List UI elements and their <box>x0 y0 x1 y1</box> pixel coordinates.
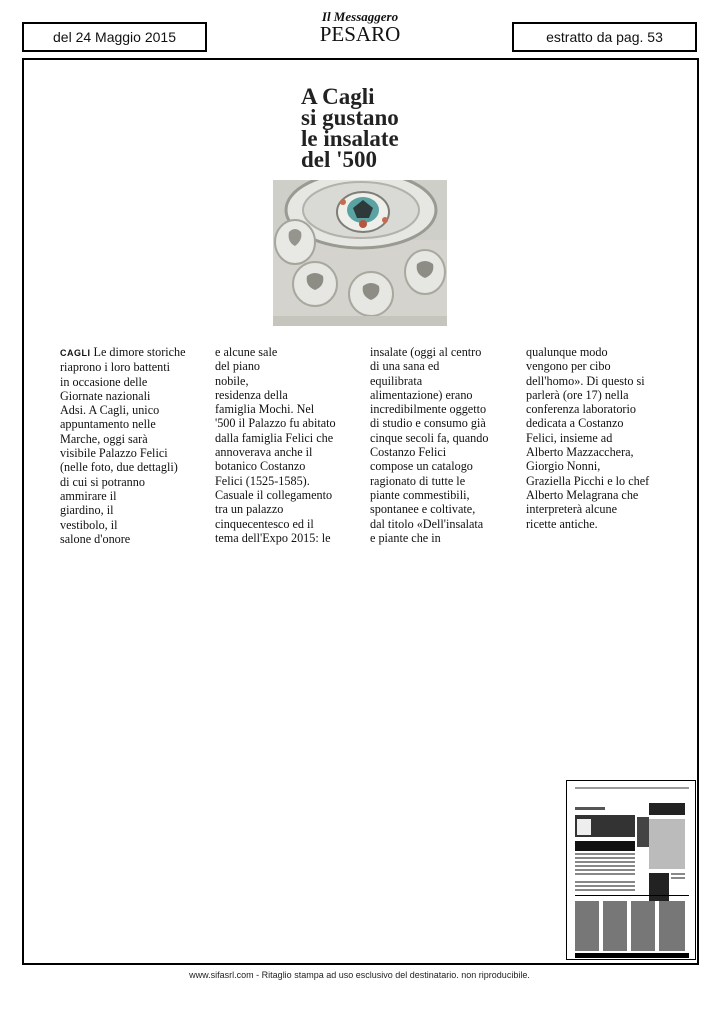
article-column-3 <box>370 345 505 545</box>
article-column-4 <box>526 345 661 531</box>
column-line: equilibrata <box>370 373 423 388</box>
column-line: annoverava anche il <box>215 445 313 460</box>
column-line: cinque secoli fa, quando <box>370 430 489 445</box>
column-line: riaprono i loro battenti <box>60 360 170 375</box>
column-line: salone d'onore <box>60 531 131 546</box>
column-line: Graziella Picchi e lo chef <box>526 473 650 488</box>
column-line: del piano <box>215 359 261 374</box>
column-line: '500 il Palazzo fu abitato <box>215 416 336 431</box>
column-line: Alberto Mazzacchera, <box>526 445 634 460</box>
newspaper-page-thumbnail-image <box>567 781 696 960</box>
fresco-ceiling-image <box>273 180 447 326</box>
headline-line: A Cagli <box>301 84 375 109</box>
column-line: piante commestibili, <box>370 487 470 502</box>
column-line: conferenza laboratorio <box>526 402 636 417</box>
column-line: residenza della <box>215 387 288 402</box>
column-line: insalate (oggi al centro <box>370 345 482 359</box>
column-line: alimentazione) erano <box>370 387 473 402</box>
column-line: parlerà (ore 17) nella <box>526 387 629 402</box>
column-line: appuntamento nelle <box>60 417 156 432</box>
masthead-city: PESARO <box>319 22 401 46</box>
column-line: incredibilmente oggetto <box>370 402 487 417</box>
column-line: spontanee e coltivate, <box>370 502 476 517</box>
article-headline <box>301 86 521 170</box>
column-line: interpreterà alcune <box>526 502 618 517</box>
column-line: di studio e consumo già <box>370 416 486 431</box>
column-line: in occasione delle <box>60 374 148 389</box>
column-line: Marche, oggi sarà <box>60 431 148 446</box>
column-line: Giornate nazionali <box>60 388 151 403</box>
masthead-logo <box>290 10 430 44</box>
dateline: CAGLI <box>60 348 91 358</box>
headline-line: le insalate <box>301 126 399 151</box>
article-column-1 <box>60 345 195 546</box>
column-line: botanico Costanzo <box>215 459 306 474</box>
column-line: vestibolo, il <box>60 517 118 532</box>
column-line: di una sana ed <box>370 359 440 374</box>
article-column-2 <box>215 345 350 545</box>
date-label: del 24 Maggio 2015 <box>53 29 176 45</box>
column-line: tema dell'Expo 2015: le <box>215 530 331 545</box>
column-line: CAGLI Le dimore storiche <box>60 345 186 359</box>
column-line: famiglia Mochi. Nel <box>215 402 315 417</box>
column-line: Alberto Melagrana che <box>526 487 639 502</box>
column-line: Felici, insieme ad <box>526 430 613 445</box>
page-thumbnail <box>566 780 696 960</box>
page-ref-label: estratto da pag. 53 <box>546 29 663 45</box>
column-line: giardino, il <box>60 503 114 518</box>
column-line: ragionato di tutte le <box>370 473 466 488</box>
column-line: di cui si potranno <box>60 474 145 489</box>
column-line: Casuale il collegamento <box>215 487 333 502</box>
column-line: vengono per cibo <box>526 359 611 374</box>
column-line: Felici (1525-1585). <box>215 473 310 488</box>
column-line: e alcune sale <box>215 345 278 359</box>
column-line: nobile, <box>215 373 249 388</box>
column-line: compose un catalogo <box>370 459 473 474</box>
column-line: cinquecentesco ed il <box>215 516 314 531</box>
column-line: Costanzo Felici <box>370 445 447 460</box>
page-ref-box <box>512 22 697 52</box>
column-line: Giorgio Nonni, <box>526 459 601 474</box>
column-line: dalla famiglia Felici che <box>215 430 334 445</box>
column-line: dal titolo «Dell'insalata <box>370 516 484 531</box>
date-box <box>22 22 207 52</box>
footer-note: www.sifasrl.com - Ritaglio stampa ad uso esclusivo del destinatario. non riproducibile. <box>189 970 530 980</box>
column-line: Adsi. A Cagli, unico <box>60 403 160 418</box>
column-line: qualunque modo <box>526 345 608 359</box>
article-photo <box>273 180 447 326</box>
masthead-title: Il Messaggero <box>321 9 399 24</box>
column-line: e piante che in <box>370 530 441 545</box>
column-line: visibile Palazzo Felici <box>60 446 168 461</box>
column-line: (nelle foto, due dettagli) <box>60 460 178 475</box>
column-line: ammirare il <box>60 488 117 503</box>
column-line: dedicata a Costanzo <box>526 416 624 431</box>
column-line: ricette antiche. <box>526 516 598 531</box>
headline-line: si gustano <box>301 105 399 130</box>
column-line: dell'homo». Di questo si <box>526 373 645 388</box>
column-line: tra un palazzo <box>215 502 284 517</box>
headline-line: del '500 <box>301 147 378 172</box>
